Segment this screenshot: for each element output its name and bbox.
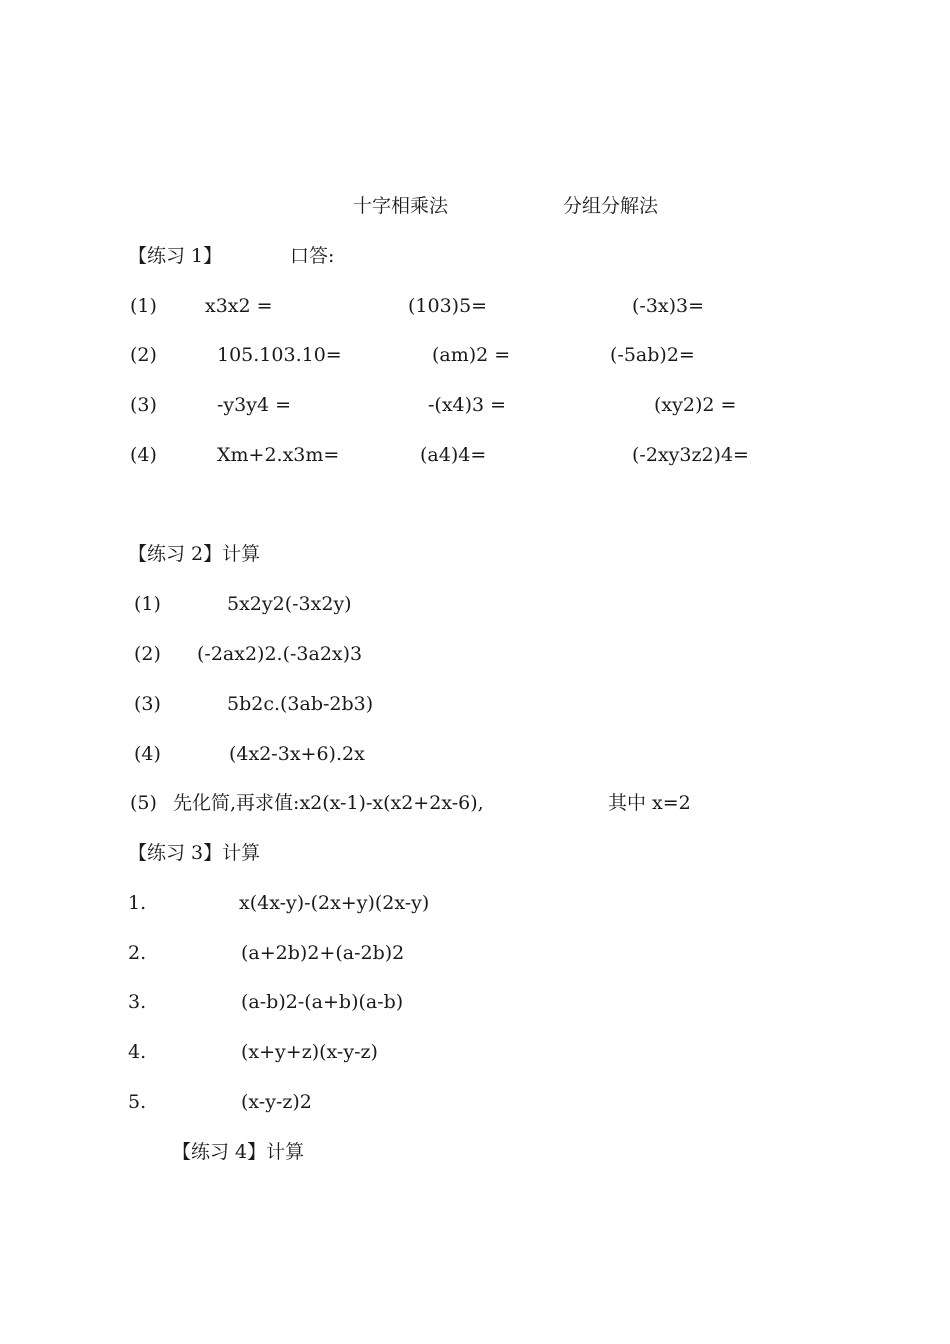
ex1-heading: 【练习 1】 — [128, 245, 223, 267]
ex2-item5-number: (5) — [130, 792, 157, 814]
ex2-item5-condition: 其中 x=2 — [608, 792, 691, 814]
ex1-row4-c: (-2xy3z2)4= — [632, 444, 749, 466]
ex3-item4-expr: (x+y+z)(x-y-z) — [241, 1041, 378, 1063]
ex1-row3-b: -(x4)3 = — [428, 394, 507, 416]
ex3-item2-expr: (a+2b)2+(a-2b)2 — [241, 942, 405, 964]
title-factor-cross: 十字相乘法 — [353, 195, 449, 217]
ex2-item3-expr: 5b2c.(3ab-2b3) — [227, 693, 374, 715]
ex4-heading: 【练习 4】计算 — [172, 1141, 305, 1163]
ex3-item1-expr: x(4x-y)-(2x+y)(2x-y) — [239, 892, 430, 914]
ex1-row3-number: (3) — [130, 394, 157, 416]
ex1-row2-number: (2) — [130, 344, 157, 366]
ex2-item2-expr: (-2ax2)2.(-3a2x)3 — [197, 643, 363, 665]
ex1-row1-b: (103)5= — [408, 295, 488, 317]
ex2-item4-number: (4) — [134, 743, 161, 765]
ex3-item3-expr: (a-b)2-(a+b)(a-b) — [241, 991, 404, 1013]
ex1-row4-b: (a4)4= — [420, 444, 487, 466]
ex2-item1-number: (1) — [134, 593, 161, 615]
ex3-item1-number: 1. — [128, 892, 147, 914]
ex3-item5-number: 5. — [128, 1091, 147, 1113]
ex1-row3-a: -y3y4 = — [217, 394, 292, 416]
ex2-item2-number: (2) — [134, 643, 161, 665]
ex1-row1-c: (-3x)3= — [632, 295, 705, 317]
ex1-row3-c: (xy2)2 = — [654, 394, 737, 416]
ex1-oral-label: 口答: — [290, 245, 335, 267]
title-factor-grouping: 分组分解法 — [563, 195, 659, 217]
ex2-item4-expr: (4x2-3x+6).2x — [229, 743, 365, 765]
ex1-row2-c: (-5ab)2= — [610, 344, 695, 366]
ex3-heading: 【练习 3】计算 — [128, 842, 261, 864]
ex2-item5-text: 先化简,再求值:x2(x-1)-x(x2+2x-6), — [173, 792, 484, 814]
ex3-item2-number: 2. — [128, 942, 147, 964]
ex2-heading: 【练习 2】计算 — [128, 543, 261, 565]
ex3-item5-expr: (x-y-z)2 — [241, 1091, 312, 1113]
ex2-item3-number: (3) — [134, 693, 161, 715]
ex1-row2-a: 105.103.10= — [217, 344, 342, 366]
ex1-row1-number: (1) — [130, 295, 157, 317]
ex3-item3-number: 3. — [128, 991, 147, 1013]
ex1-row4-number: (4) — [130, 444, 157, 466]
ex1-row2-b: (am)2 = — [432, 344, 511, 366]
ex1-row1-a: x3x2 = — [205, 295, 273, 317]
ex1-row4-a: Xm+2.x3m= — [217, 444, 340, 466]
ex2-item1-expr: 5x2y2(-3x2y) — [227, 593, 352, 615]
ex3-item4-number: 4. — [128, 1041, 147, 1063]
